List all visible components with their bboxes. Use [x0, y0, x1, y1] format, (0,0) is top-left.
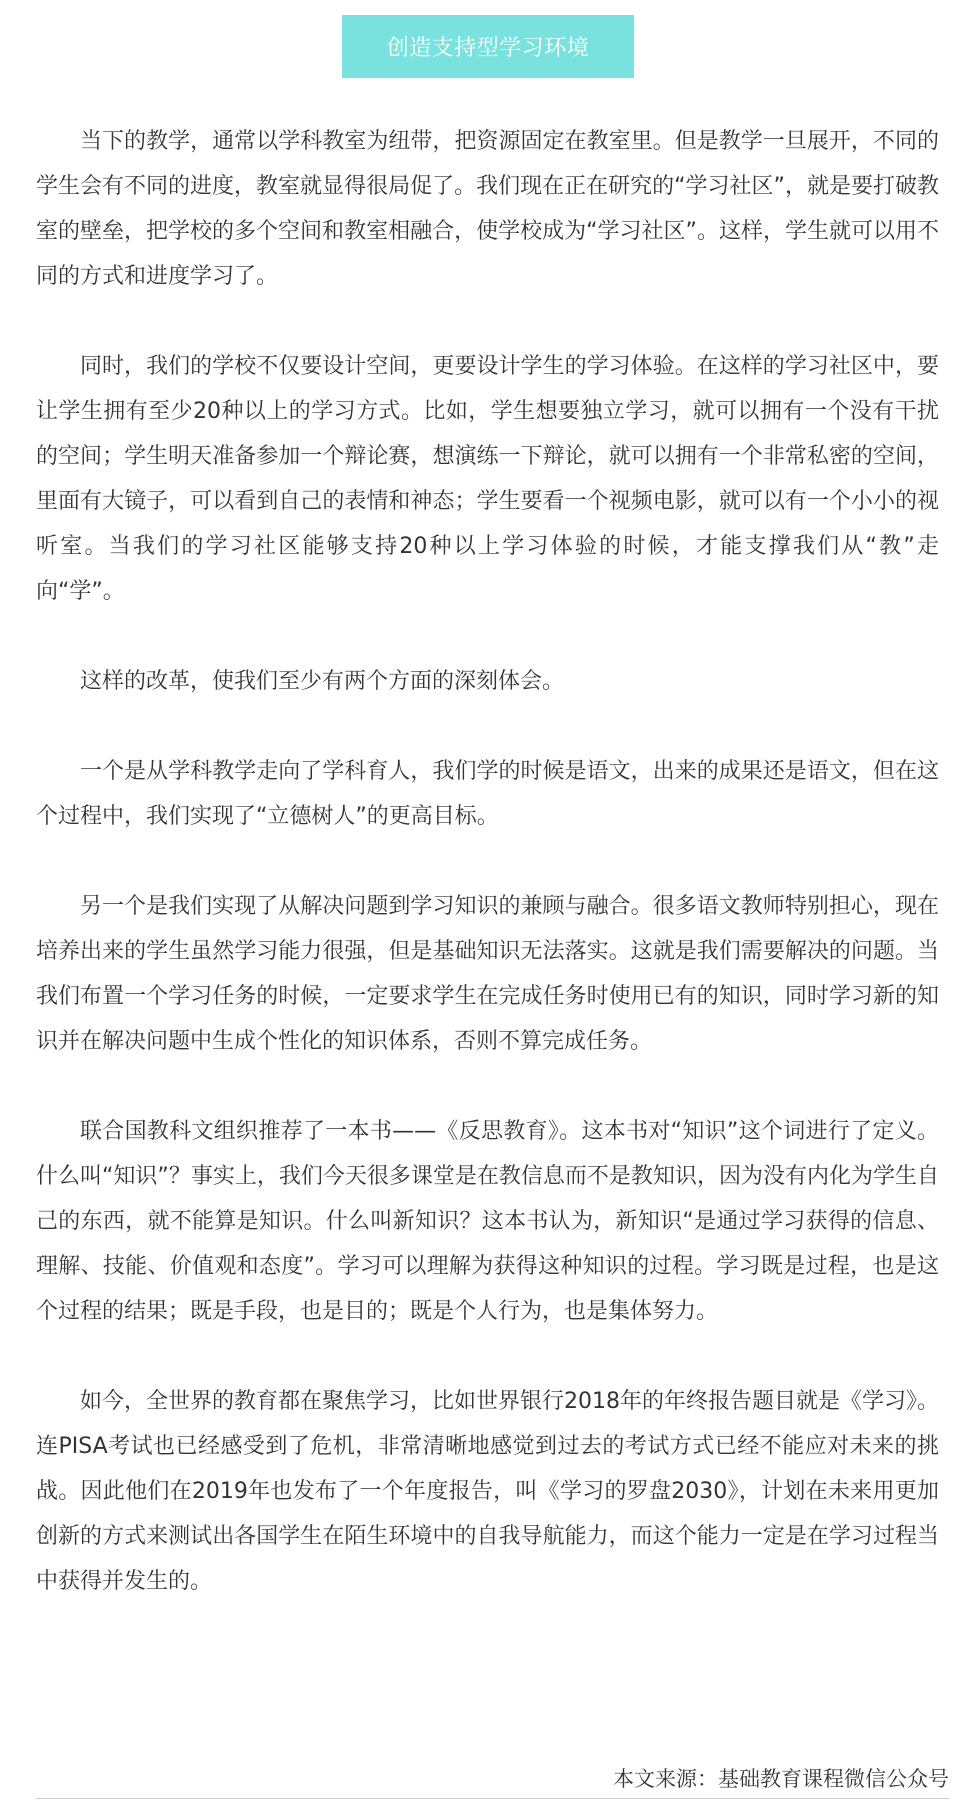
section-title: 创造支持型学习环境 [386, 36, 590, 61]
article-body [36, 119, 939, 1649]
footer-divider [36, 1798, 949, 1799]
paragraph-3: 这样的改革，使我们至少有两个方面的深刻体会。 [80, 669, 565, 694]
paragraph-7: 如今，全世界的教育都在聚焦学习，比如世界银行2018年的年终报告题目就是《学习》。连PISA考试也已经感受到了危机，非常清晰地感觉到过去的考试方式已经不能应对未来的挑战。因此他们在2019年也发布了一个年度报告，叫《学习的罗盘2030》，计划在未来用更加创新的方式来测试出各国学生在陌生环境中的自我导航能力，而这个能力一定是在学习过程当中获得并发生的。 [36, 1389, 939, 1594]
source-attribution: 本文来源：基础教育课程微信公众号 [613, 1767, 949, 1791]
paragraph-4: 一个是从学科教学走向了学科育人，我们学的时候是语文，出来的成果还是语文，但在这个过程中，我们实现了“立德树人”的更高目标。 [36, 759, 939, 829]
paragraph-2: 同时，我们的学校不仅要设计空间，更要设计学生的学习体验。在这样的学习社区中，要让学生拥有至少20种以上的学习方式。比如，学生想要独立学习，就可以拥有一个没有干扰的空间；学生明天准备参加一个辩论赛，想演练一下辩论，就可以拥有一个非常私密的空间，里面有大镜子，可以看到自己的表情和神态；学生要看一个视频电影，就可以有一个小小的视听室。当我们的学习社区能够支持20种以上学习体验的时候，才能支撑我们从“教”走向“学”。 [36, 354, 939, 604]
paragraph-5: 另一个是我们实现了从解决问题到学习知识的兼顾与融合。很多语文教师特别担心，现在培养出来的学生虽然学习能力很强，但是基础知识无法落实。这就是我们需要解决的问题。当我们布置一个学习任务的时候，一定要求学生在完成任务时使用已有的知识，同时学习新的知识并在解决问题中生成个性化的知识体系，否则不算完成任务。 [36, 894, 939, 1054]
section-title-badge [342, 15, 634, 78]
paragraph-1: 当下的教学，通常以学科教室为纽带，把资源固定在教室里。但是教学一旦展开，不同的学生会有不同的进度，教室就显得很局促了。我们现在正在研究的“学习社区”，就是要打破教室的壁垒，把学校的多个空间和教室相融合，使学校成为“学习社区”。这样，学生就可以用不同的方式和进度学习了。 [36, 129, 939, 289]
paragraph-6: 联合国教科文组织推荐了一本书——《反思教育》。这本书对“知识”这个词进行了定义。什么叫“知识”？事实上，我们今天很多课堂是在教信息而不是教知识，因为没有内化为学生自己的东西，就不能算是知识。什么叫新知识？这本书认为，新知识“是通过学习获得的信息、理解、技能、价值观和态度”。学习可以理解为获得这种知识的过程。学习既是过程，也是这个过程的结果；既是手段，也是目的；既是个人行为，也是集体努力。 [36, 1119, 939, 1324]
